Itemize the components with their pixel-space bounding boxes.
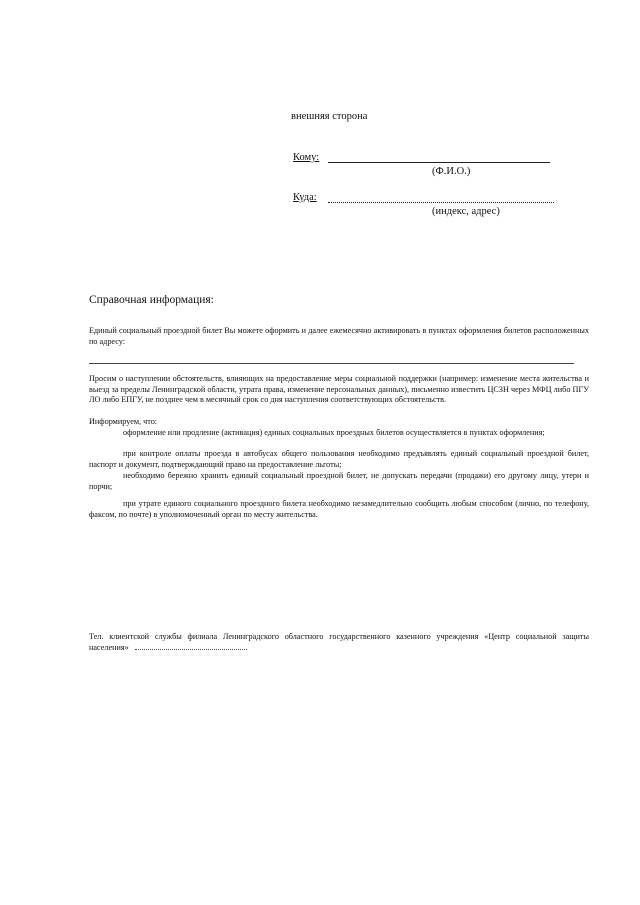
info-item: при контроле оплаты проезда в автобусах общего пользования необходимо предъявлять единый социальный проездной билет, паспорт и документ, подтверждающий право на предоставление льготы;	[89, 449, 589, 469]
info-item: при утрате единого социального проездного билета необходимо незамедлительно сообщить любым способом (лично, по телефону, факсом, по почте) в уполномоченный орган по месту жительства.	[89, 499, 589, 519]
address-caption: (индекс, адрес)	[432, 206, 500, 217]
recipient-label: Кому:	[293, 152, 320, 163]
footer-phone-text: Тел. клиентской службы филиала Ленинградского областного государственного казенного учреждения «Центр социальной защиты населения»	[89, 632, 589, 652]
address-line	[328, 202, 554, 203]
info-item: необходимо бережно хранить единый социальный проездной билет, не допускать передачи (продажи) его другому лицу, утери и порчи;	[89, 471, 589, 491]
info-item: оформление или продление (активация) единых социальных проездных билетов осуществляется в пунктах оформления;	[123, 428, 545, 437]
address-label: Куда:	[293, 192, 317, 203]
address-separator	[89, 363, 574, 364]
phone-blank-line	[135, 649, 247, 650]
recipient-caption: (Ф.И.О.)	[432, 166, 471, 177]
info-title: Справочная информация:	[89, 294, 214, 306]
inform-lead: Информируем, что:	[89, 417, 158, 426]
recipient-line	[328, 162, 550, 163]
info-intro: Единый социальный проездной билет Вы можете оформить и далее ежемесячно активировать в пунктах оформления билетов расположенных по адресу:	[89, 326, 589, 346]
footer-phone	[89, 632, 589, 653]
info-request: Просим о наступлении обстоятельств, влияющих на предоставление меры социальной поддержки (например: изменение места жительства и выезд за пределы Ленинградской области, утрата права, изменение персональных данных), письменно известить ЦСЗН через МФЦ либо ПГУ ЛО либо ЕПГУ, не позднее чем в месячный срок со дня наступления соответствующих обстоятельств.	[89, 374, 589, 405]
envelope-side-label: внешняя сторона	[291, 111, 368, 122]
